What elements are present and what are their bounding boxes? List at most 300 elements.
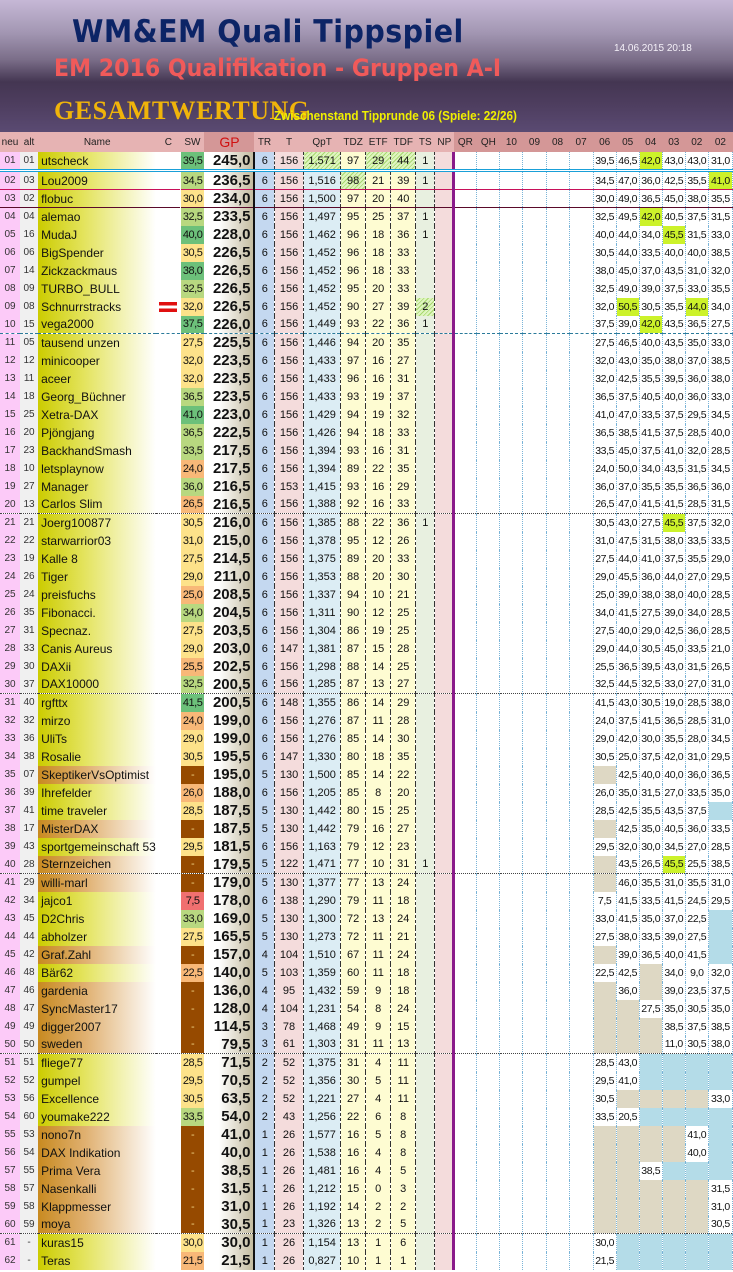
round-empty-cell	[523, 748, 546, 766]
round-empty-cell	[500, 1000, 523, 1018]
player-name[interactable]: abholzer	[38, 928, 156, 946]
player-name[interactable]: Zickzackmaus	[38, 262, 156, 280]
np-value	[435, 171, 454, 190]
round-score: 42,0	[639, 316, 662, 334]
player-name[interactable]: Prima Vera	[38, 1162, 156, 1180]
column-header-07[interactable]: 07	[569, 132, 593, 152]
round-score	[639, 1234, 662, 1252]
table-row[interactable]	[0, 838, 733, 856]
table-row[interactable]	[0, 460, 733, 478]
round-score: 41,0	[708, 171, 732, 190]
player-name[interactable]: sweden	[38, 1036, 156, 1054]
round-empty-cell	[546, 1000, 569, 1018]
round-empty-cell	[523, 694, 546, 712]
rounds-played: 6	[254, 208, 274, 226]
round-score: 38,0	[708, 1036, 732, 1054]
player-name[interactable]: Excellence	[38, 1090, 156, 1108]
round-empty-cell	[546, 946, 569, 964]
total-points: 71,5	[204, 1054, 254, 1072]
player-name[interactable]: Canis Aureus	[38, 640, 156, 658]
round-score: 30,5	[639, 298, 662, 316]
total-points: 195,0	[204, 766, 254, 784]
table-row[interactable]	[0, 1180, 733, 1198]
player-name[interactable]: aceer	[38, 370, 156, 388]
column-header-np[interactable]: NP	[435, 132, 454, 152]
table-row[interactable]	[0, 334, 733, 352]
column-header-etf[interactable]: ETF	[366, 132, 391, 152]
table-row[interactable]	[0, 892, 733, 910]
tips-count: 104	[275, 946, 304, 964]
rounds-played: 6	[254, 532, 274, 550]
round-score: 44,0	[616, 640, 639, 658]
round-empty-cell	[569, 910, 593, 928]
points-per-tip: 1,212	[304, 1180, 341, 1198]
table-row[interactable]	[0, 190, 733, 208]
country-cell	[156, 730, 180, 748]
round-score: 30,5	[639, 694, 662, 712]
round-empty-cell	[454, 1144, 477, 1162]
round-empty-cell	[454, 1054, 477, 1072]
table-row[interactable]	[0, 316, 733, 334]
column-header-t[interactable]: T	[275, 132, 304, 152]
player-name[interactable]: D2Chris	[38, 910, 156, 928]
round-score	[593, 946, 616, 964]
rank-old: 03	[20, 171, 38, 190]
table-row[interactable]	[0, 1252, 733, 1270]
round-empty-cell	[523, 784, 546, 802]
sw-value: 32,5	[180, 676, 204, 694]
player-name[interactable]: Pjöngjang	[38, 424, 156, 442]
player-name[interactable]: MisterDAX	[38, 820, 156, 838]
tdf-value: 24	[391, 910, 416, 928]
round-score: 33,5	[593, 1108, 616, 1126]
round-score	[662, 1252, 685, 1270]
tdf-value: 25	[391, 604, 416, 622]
round-empty-cell	[546, 262, 569, 280]
rounds-played: 5	[254, 802, 274, 820]
player-name[interactable]: time traveler	[38, 802, 156, 820]
total-points: 228,0	[204, 226, 254, 244]
ts-value	[416, 604, 435, 622]
player-name[interactable]: preisfuchs	[38, 586, 156, 604]
etf-value: 11	[366, 964, 391, 982]
ts-value: 1	[416, 208, 435, 226]
table-row[interactable]	[0, 1198, 733, 1216]
table-row[interactable]	[0, 1234, 733, 1252]
player-name[interactable]: vega2000	[38, 316, 156, 334]
player-name[interactable]: Lou2009	[38, 171, 156, 190]
player-name[interactable]: digger2007	[38, 1018, 156, 1036]
round-empty-cell	[546, 388, 569, 406]
tips-count: 156	[275, 712, 304, 730]
column-header-10[interactable]: 10	[500, 132, 523, 152]
player-name[interactable]: willi-marl	[38, 874, 156, 892]
table-row[interactable]	[0, 280, 733, 298]
player-name[interactable]: SyncMaster17	[38, 1000, 156, 1018]
column-header-tdf[interactable]: TDF	[391, 132, 416, 152]
ts-value	[416, 460, 435, 478]
round-score: 45,0	[616, 262, 639, 280]
round-empty-cell	[569, 748, 593, 766]
player-name[interactable]: alemao	[38, 208, 156, 226]
tdz-value: 72	[341, 910, 366, 928]
player-name[interactable]: Specnaz.	[38, 622, 156, 640]
table-row[interactable]	[0, 604, 733, 622]
round-score: 28,5	[685, 694, 708, 712]
rank-new: 01	[0, 152, 20, 171]
round-score: 43,0	[662, 658, 685, 676]
player-name[interactable]: Tiger	[38, 568, 156, 586]
rank-new: 31	[0, 694, 20, 712]
player-name[interactable]: MudaJ	[38, 226, 156, 244]
table-row[interactable]	[0, 874, 733, 892]
player-name[interactable]: Xetra-DAX	[38, 406, 156, 424]
table-row[interactable]	[0, 478, 733, 496]
player-name[interactable]: Carlos Slim	[38, 496, 156, 514]
table-row[interactable]	[0, 152, 733, 171]
player-name[interactable]: DAX10000	[38, 676, 156, 694]
player-name[interactable]: Joerg100877	[38, 514, 156, 532]
table-row[interactable]	[0, 784, 733, 802]
round-empty-cell	[500, 622, 523, 640]
table-row[interactable]	[0, 658, 733, 676]
round-score: 39,0	[662, 928, 685, 946]
rank-old: 32	[20, 712, 38, 730]
player-name[interactable]: Kalle 8	[38, 550, 156, 568]
sw-value: 36,0	[180, 478, 204, 496]
tdz-value: 93	[341, 478, 366, 496]
player-name[interactable]: Rosalie	[38, 748, 156, 766]
round-score: 29,0	[708, 550, 732, 568]
rank-new: 29	[0, 658, 20, 676]
rank-new: 50	[0, 1036, 20, 1054]
table-row[interactable]	[0, 388, 733, 406]
player-name[interactable]: Klappmesser	[38, 1198, 156, 1216]
player-name[interactable]: Nasenkalli	[38, 1180, 156, 1198]
round-score: 42,0	[639, 208, 662, 226]
table-row[interactable]	[0, 550, 733, 568]
table-row[interactable]	[0, 622, 733, 640]
column-header-02[interactable]: 02	[708, 132, 732, 152]
etf-value: 19	[366, 388, 391, 406]
points-per-tip: 1,433	[304, 388, 341, 406]
round-empty-cell	[500, 712, 523, 730]
round-score: 45,5	[662, 856, 685, 874]
player-name[interactable]: Georg_Büchner	[38, 388, 156, 406]
round-empty-cell	[477, 568, 500, 586]
tips-count: 103	[275, 964, 304, 982]
table-row[interactable]	[0, 1036, 733, 1054]
round-empty-cell	[454, 676, 477, 694]
ts-value	[416, 1252, 435, 1270]
player-name[interactable]: sportgemeinschaft 53	[38, 838, 156, 856]
player-name[interactable]: gardenia	[38, 982, 156, 1000]
round-empty-cell	[523, 964, 546, 982]
column-header-04[interactable]: 04	[639, 132, 662, 152]
table-row[interactable]	[0, 946, 733, 964]
player-name[interactable]: UliTs	[38, 730, 156, 748]
rounds-played: 1	[254, 1216, 274, 1234]
competition-title: EM 2016 Qualifikation - Gruppen A-I	[54, 54, 502, 82]
player-name[interactable]: tausend unzen	[38, 334, 156, 352]
rounds-played: 2	[254, 1054, 274, 1072]
rank-old: 13	[20, 496, 38, 514]
player-name[interactable]: fliege77	[38, 1054, 156, 1072]
player-name[interactable]: Manager	[38, 478, 156, 496]
table-row[interactable]	[0, 406, 733, 424]
sw-value: 33,5	[180, 442, 204, 460]
player-name[interactable]: gumpel	[38, 1072, 156, 1090]
np-value	[435, 676, 454, 694]
tips-count: 26	[275, 1180, 304, 1198]
round-empty-cell	[569, 658, 593, 676]
table-row[interactable]	[0, 370, 733, 388]
points-per-tip: 1,426	[304, 424, 341, 442]
table-row[interactable]	[0, 766, 733, 784]
country-cell	[156, 171, 180, 190]
round-score: 34,5	[708, 406, 732, 424]
player-name[interactable]: minicooper	[38, 352, 156, 370]
sw-value: -	[180, 766, 204, 784]
column-header-09[interactable]: 09	[523, 132, 546, 152]
round-empty-cell	[500, 171, 523, 190]
country-cell	[156, 1108, 180, 1126]
round-empty-cell	[546, 694, 569, 712]
round-empty-cell	[569, 316, 593, 334]
ts-value	[416, 694, 435, 712]
player-name[interactable]: Ihrefelder	[38, 784, 156, 802]
player-name[interactable]: TURBO_BULL	[38, 280, 156, 298]
column-header-name[interactable]: Name	[38, 132, 156, 152]
table-row[interactable]	[0, 856, 733, 874]
round-score: 38,5	[639, 1162, 662, 1180]
table-row[interactable]	[0, 730, 733, 748]
table-row[interactable]	[0, 748, 733, 766]
table-row[interactable]	[0, 514, 733, 532]
player-name[interactable]: utscheck	[38, 152, 156, 171]
column-header-03[interactable]: 03	[662, 132, 685, 152]
column-header-gp[interactable]: GP	[204, 132, 254, 152]
player-name[interactable]: BigSpender	[38, 244, 156, 262]
country-cell	[156, 424, 180, 442]
table-row[interactable]	[0, 1162, 733, 1180]
rounds-played: 6	[254, 838, 274, 856]
table-row[interactable]	[0, 1216, 733, 1234]
player-name[interactable]: BackhandSmash	[38, 442, 156, 460]
round-empty-cell	[523, 370, 546, 388]
table-row[interactable]	[0, 1072, 733, 1090]
round-score: 34,5	[708, 730, 732, 748]
table-row[interactable]	[0, 982, 733, 1000]
tdz-value: 92	[341, 496, 366, 514]
table-row[interactable]	[0, 352, 733, 370]
player-name[interactable]: Teras	[38, 1252, 156, 1270]
round-score: 33,0	[708, 226, 732, 244]
round-score: 38,0	[708, 694, 732, 712]
table-row[interactable]	[0, 1144, 733, 1162]
rank-old: 54	[20, 1144, 38, 1162]
ts-value	[416, 910, 435, 928]
player-name[interactable]: youmake222	[38, 1108, 156, 1126]
points-per-tip: 1,449	[304, 316, 341, 334]
table-row[interactable]	[0, 964, 733, 982]
column-header-05[interactable]: 05	[616, 132, 639, 152]
player-name[interactable]: kuras15	[38, 1234, 156, 1252]
rounds-played: 6	[254, 388, 274, 406]
table-row[interactable]	[0, 820, 733, 838]
player-name[interactable]: nono7n	[38, 1126, 156, 1144]
round-empty-cell	[500, 334, 523, 352]
column-header-tdz[interactable]: TDZ	[341, 132, 366, 152]
table-row[interactable]	[0, 442, 733, 460]
table-row[interactable]	[0, 244, 733, 262]
rank-old: 18	[20, 388, 38, 406]
table-row[interactable]	[0, 1090, 733, 1108]
np-value	[435, 1072, 454, 1090]
player-name[interactable]: letsplaynow	[38, 460, 156, 478]
table-row[interactable]	[0, 208, 733, 226]
player-name[interactable]: Sternzeichen	[38, 856, 156, 874]
round-score: 33,0	[708, 334, 732, 352]
player-name[interactable]: Bär62	[38, 964, 156, 982]
round-empty-cell	[454, 478, 477, 496]
table-row[interactable]	[0, 226, 733, 244]
np-value	[435, 964, 454, 982]
etf-value: 14	[366, 694, 391, 712]
round-score	[685, 1234, 708, 1252]
player-name[interactable]: DAX Indikation	[38, 1144, 156, 1162]
round-score	[662, 1126, 685, 1144]
round-score: 35,5	[708, 280, 732, 298]
round-empty-cell	[454, 334, 477, 352]
round-empty-cell	[546, 226, 569, 244]
player-name[interactable]: SkeptikerVsOptimist	[38, 766, 156, 784]
round-score: 25,5	[685, 856, 708, 874]
column-header-qpt[interactable]: QpT	[304, 132, 341, 152]
table-row[interactable]	[0, 910, 733, 928]
round-empty-cell	[500, 532, 523, 550]
player-name[interactable]: Graf.Zahl	[38, 946, 156, 964]
sw-value: 32,0	[180, 352, 204, 370]
table-row[interactable]	[0, 802, 733, 820]
round-score	[639, 1144, 662, 1162]
column-header-ts[interactable]: TS	[416, 132, 435, 152]
country-cell	[156, 676, 180, 694]
round-empty-cell	[523, 514, 546, 532]
player-name[interactable]: flobuc	[38, 190, 156, 208]
column-header-alt[interactable]: alt	[20, 132, 38, 152]
table-row[interactable]	[0, 496, 733, 514]
round-empty-cell	[546, 838, 569, 856]
player-name[interactable]: rgfttx	[38, 694, 156, 712]
table-row[interactable]	[0, 568, 733, 586]
round-score: 27,0	[685, 676, 708, 694]
np-value	[435, 622, 454, 640]
table-row[interactable]	[0, 694, 733, 712]
total-points: 114,5	[204, 1018, 254, 1036]
round-score: 35,0	[685, 334, 708, 352]
table-row[interactable]	[0, 1126, 733, 1144]
etf-value: 19	[366, 622, 391, 640]
player-name[interactable]: Fibonacci.	[38, 604, 156, 622]
round-empty-cell	[500, 910, 523, 928]
column-header-neu[interactable]: neu	[0, 132, 20, 152]
round-empty-cell	[500, 280, 523, 298]
tdz-value: 54	[341, 1000, 366, 1018]
column-header-06[interactable]: 06	[593, 132, 616, 152]
round-score	[616, 1036, 639, 1054]
table-row[interactable]	[0, 298, 733, 316]
table-row[interactable]	[0, 1054, 733, 1072]
table-row[interactable]	[0, 171, 733, 190]
round-empty-cell	[500, 1018, 523, 1036]
player-name[interactable]: jajco1	[38, 892, 156, 910]
table-row[interactable]	[0, 640, 733, 658]
column-header-tr[interactable]: TR	[254, 132, 274, 152]
player-name[interactable]: starwarrior03	[38, 532, 156, 550]
round-empty-cell	[500, 370, 523, 388]
tips-count: 156	[275, 676, 304, 694]
ts-value	[416, 370, 435, 388]
round-score: 36,5	[639, 190, 662, 208]
rank-old: 59	[20, 1216, 38, 1234]
table-row[interactable]	[0, 1108, 733, 1126]
rank-old: 40	[20, 694, 38, 712]
round-score: 44,0	[662, 568, 685, 586]
round-empty-cell	[523, 171, 546, 190]
table-row[interactable]	[0, 532, 733, 550]
round-score: 31,5	[639, 784, 662, 802]
column-header-qh[interactable]: QH	[477, 132, 500, 152]
player-name[interactable]: mirzo	[38, 712, 156, 730]
table-row[interactable]	[0, 1000, 733, 1018]
column-header-sw[interactable]: SW	[180, 132, 204, 152]
round-score: 43,5	[662, 316, 685, 334]
column-header-qr[interactable]: QR	[454, 132, 477, 152]
column-header-02[interactable]: 02	[685, 132, 708, 152]
table-row[interactable]	[0, 424, 733, 442]
round-score: 27,0	[685, 568, 708, 586]
round-empty-cell	[477, 748, 500, 766]
round-empty-cell	[546, 640, 569, 658]
column-header-08[interactable]: 08	[546, 132, 569, 152]
sw-value: 25,5	[180, 658, 204, 676]
round-score: 49,0	[616, 190, 639, 208]
table-row[interactable]	[0, 1018, 733, 1036]
sw-value: 27,5	[180, 928, 204, 946]
round-empty-cell	[477, 622, 500, 640]
country-cell	[156, 622, 180, 640]
country-cell	[156, 370, 180, 388]
round-empty-cell	[454, 1162, 477, 1180]
table-row[interactable]	[0, 676, 733, 694]
round-empty-cell	[477, 658, 500, 676]
round-empty-cell	[523, 388, 546, 406]
round-empty-cell	[454, 874, 477, 892]
player-name[interactable]: Schnurrstracks	[38, 298, 156, 316]
total-points: 214,5	[204, 550, 254, 568]
player-name[interactable]: moya	[38, 1216, 156, 1234]
player-name[interactable]: DAXii	[38, 658, 156, 676]
tips-count: 138	[275, 892, 304, 910]
table-row[interactable]	[0, 928, 733, 946]
points-per-tip: 1,356	[304, 1072, 341, 1090]
round-empty-cell	[569, 1090, 593, 1108]
table-row[interactable]	[0, 262, 733, 280]
table-row[interactable]	[0, 586, 733, 604]
column-header-c[interactable]: C	[156, 132, 180, 152]
table-row[interactable]	[0, 712, 733, 730]
